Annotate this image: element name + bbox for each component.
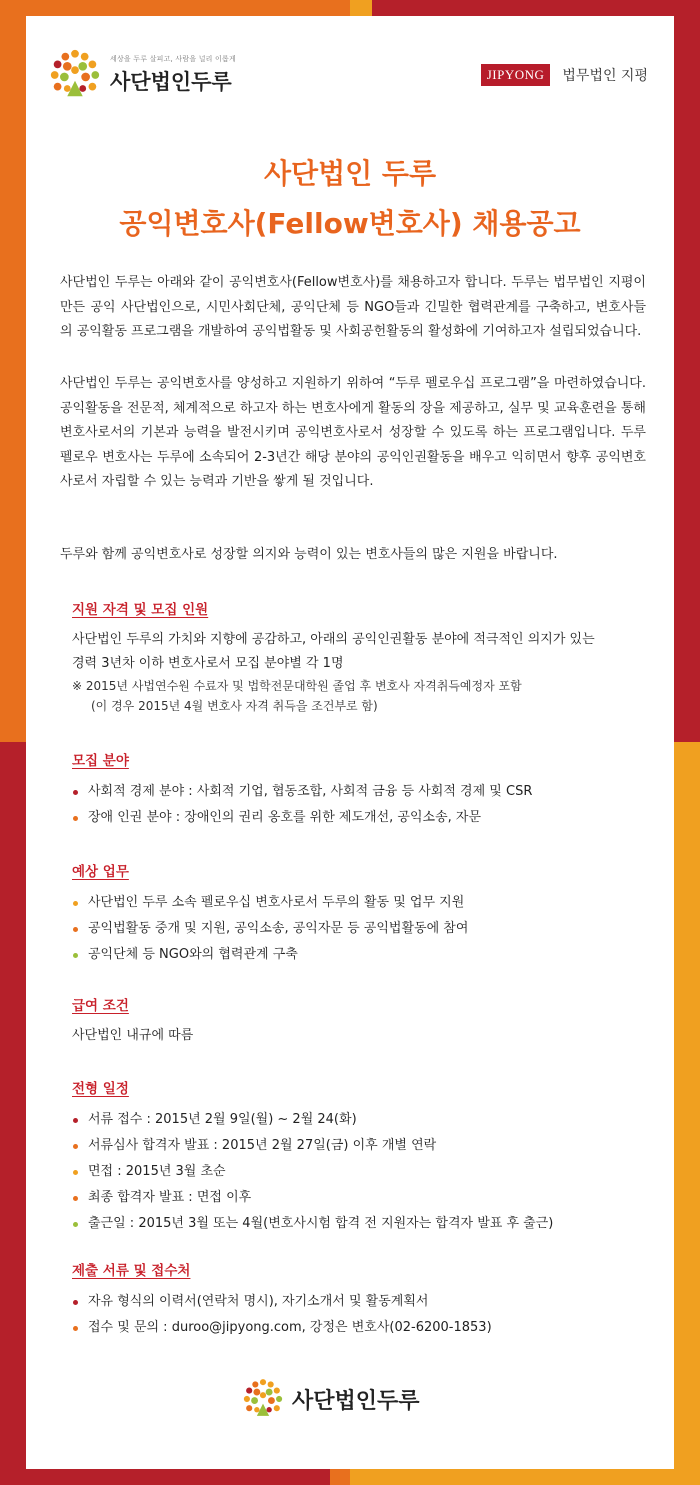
page-title-line1: 사단법인 두루 [263, 157, 437, 190]
section-heading: 지원 자격 및 모집 인원 [72, 602, 209, 618]
section-heading: 모집 분야 [72, 753, 129, 769]
footer-org-name: 사단법인두루 [292, 1388, 420, 1414]
section-documents [72, 1259, 632, 1341]
bullet-icon [73, 1222, 78, 1227]
bullet-icon [73, 790, 78, 795]
qualification-text-1: 사단법인 두루의 가치와 지향에 공감하고, 아래의 공익인권활동 분야에 적극적인 의지가 있는 [72, 632, 595, 647]
section-heading: 전형 일정 [72, 1081, 129, 1097]
list-item: 사회적 경제 분야 : 사회적 기업, 협동조합, 사회적 금융 등 사회적 경제 및 CSR [72, 779, 632, 805]
qualification-note-2: (이 경우 2015년 4월 변호사 자격 취득을 조건부로 함) [91, 699, 378, 713]
page-title-line2: 공익변호사(Fellow변호사) 채용공고 [119, 207, 581, 240]
logo-slogan: 세상을 두루 살피고, 사람을 널리 이롭게 [110, 55, 236, 63]
logo-org-name: 사단법인두루 [110, 70, 232, 94]
bullet-icon [73, 816, 78, 821]
list-item: 면접 : 2015년 3월 초순 [72, 1159, 632, 1185]
qualification-note-1: ※ 2015년 사법연수원 수료자 및 법학전문대학원 졸업 후 변호사 자격취득예정자 포함 [72, 679, 522, 693]
jipyong-logo-mark: JIPYONG [481, 64, 551, 86]
bullet-icon [73, 901, 78, 906]
jipyong-logo [481, 64, 648, 86]
bullet-icon [73, 953, 78, 958]
poster-paper [26, 16, 674, 1469]
intro-paragraph-1: 사단법인 두루는 아래와 같이 공익변호사(Fellow변호사)를 채용하고자 합니다. 두루는 법무법인 지평이 만든 공익 사단법인으로, 시민사회단체, 공익단체 등 NGO들과 긴밀한 협력관계를 구축하고, 변호사들의 공익활동 프로그램을 개발하여 공익법활동 및 사회공헌활동의 활성화에 기여하고자 설립되었습니다. [60, 275, 646, 339]
duroo-logo-mark-icon [46, 46, 104, 104]
list-item: 출근일 : 2015년 3월 또는 4월(변호사시험 합격 전 지원자는 합격자 발표 후 출근) [72, 1211, 632, 1237]
list-item: 공익단체 등 NGO와의 협력관계 구축 [72, 942, 632, 968]
list-item: 최종 합격자 발표 : 면접 이후 [72, 1185, 632, 1211]
section-salary [72, 994, 632, 1048]
section-duties [72, 860, 632, 968]
duroo-logo-mark-icon [240, 1376, 286, 1422]
list-item: 사단법인 두루 소속 펠로우십 변호사로서 두루의 활동 및 업무 지원 [72, 890, 632, 916]
bullet-icon [73, 927, 78, 932]
intro-paragraph-2: 사단법인 두루는 공익변호사를 양성하고 지원하기 위하여 “두루 펠로우십 프로그램”을 마련하였습니다. 공익활동을 전문적, 체계적으로 하고자 하는 변호사에게 활동의 장을 제공하고, 실무 및 교육훈련을 통해 변호사로서의 기본과 능력을 발전시키며 공익변호사로서 성장할 수 있도록 하는 프로그램입니다. 두루 펠로우 변호사는 두루에 소속되어 2-3년간 해당 분야의 공익인권활동을 배우고 익히면서 향후 공익변호사로서 자립할 수 있는 능력과 기반을 쌓게 될 것입니다. [60, 376, 646, 489]
section-schedule [72, 1077, 632, 1237]
salary-text: 사단법인 내규에 따름 [72, 1028, 194, 1043]
list-item: 공익법활동 중개 및 지원, 공익소송, 공익자문 등 공익법활동에 참여 [72, 916, 632, 942]
list-item: 자유 형식의 이력서(연락처 명시), 자기소개서 및 활동계획서 [72, 1289, 632, 1315]
section-qualification [72, 598, 632, 716]
bullet-icon [73, 1118, 78, 1123]
duroo-footer-logo [240, 1376, 420, 1422]
list-item: 접수 및 문의 : duroo@jipyong.com, 강정은 변호사(02-6200-1853) [72, 1315, 632, 1341]
jipyong-name: 법무법인 지평 [562, 68, 648, 84]
bullet-icon [73, 1300, 78, 1305]
duroo-logo [46, 46, 236, 104]
section-heading: 제출 서류 및 접수처 [72, 1263, 191, 1279]
bullet-icon [73, 1144, 78, 1149]
bullet-icon [73, 1170, 78, 1175]
list-item: 장애 인권 분야 : 장애인의 권리 옹호를 위한 제도개선, 공익소송, 자문 [72, 805, 632, 831]
intro-paragraph-3: 두루와 함께 공익변호사로 성장할 의지와 능력이 있는 변호사들의 많은 지원을 바랍니다. [60, 547, 558, 562]
list-item: 서류심사 합격자 발표 : 2015년 2월 27일(금) 이후 개별 연락 [72, 1133, 632, 1159]
section-heading: 예상 업무 [72, 864, 129, 880]
section-fields [72, 749, 632, 831]
list-item: 서류 접수 : 2015년 2월 9일(월) ~ 2월 24(화) [72, 1107, 632, 1133]
qualification-text-2: 경력 3년차 이하 변호사로서 모집 분야별 각 1명 [72, 656, 344, 671]
bullet-icon [73, 1196, 78, 1201]
section-heading: 급여 조건 [72, 998, 129, 1014]
bullet-icon [73, 1326, 78, 1331]
